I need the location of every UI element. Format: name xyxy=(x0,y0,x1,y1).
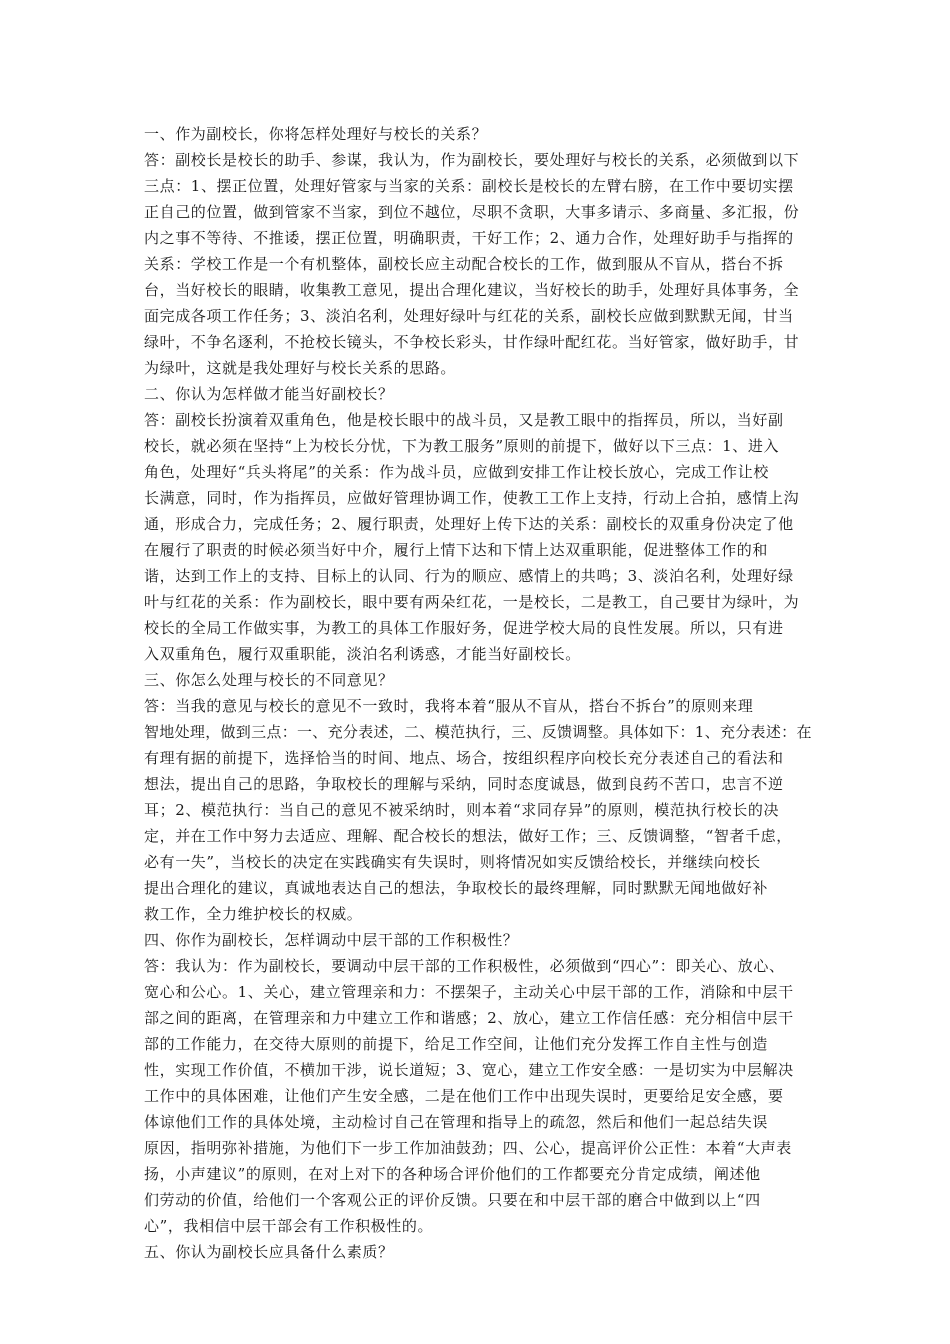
text-line: 救工作，全力维护校长的权威。 xyxy=(144,905,363,923)
text-line: 耳；2、模范执行：当自己的意见不被采纳时，则本着“求同存异”的原则，模范执行校长的决 xyxy=(144,801,780,819)
text-line: 体谅他们工作的具体处境，主动检讨自己在管理和指导上的疏忽，然后和他们一起总结失误 xyxy=(144,1113,769,1131)
text-line: 二、你认为怎样做才能当好副校长？ xyxy=(144,385,394,403)
text-line: 在履行了职责的时候必须当好中介，履行上情下达和下情上达双重职能，促进整体工作的和 xyxy=(144,541,769,559)
text-line: 智地处理，做到三点：一、充分表述，二、模范执行，三、反馈调整。具体如下：1、充分表述：在 xyxy=(144,723,812,741)
text-line: 必有一失”，当校长的决定在实践确实有失误时，则将情况如实反馈给校长，并继续向校长 xyxy=(144,853,761,871)
text-line: 谐，达到工作上的支持、目标上的认同、行为的顺应、感情上的共鸣；3、淡泊名利，处理好绿 xyxy=(144,567,794,585)
text-line: 绿叶，不争名逐利，不抢校长镜头，不争校长彩头，甘作绿叶配红花。当好管家，做好助手，甘 xyxy=(144,333,800,351)
text-line: 五、你认为副校长应具备什么素质？ xyxy=(144,1243,394,1261)
text-line: 角色，处理好“兵头将尾”的关系：作为战斗员，应做到安排工作让校长放心，完成工作让校 xyxy=(144,463,769,481)
text-line: 工作中的具体困难，让他们产生安全感，二是在他们工作中出现失误时，更要给足安全感，要 xyxy=(144,1087,784,1105)
text-line: 三、你怎么处理与校长的不同意见？ xyxy=(144,671,394,689)
text-line: 叶与红花的关系：作为副校长，眼中要有两朵红花，一是校长，二是教工，自己要甘为绿叶，为 xyxy=(144,593,800,611)
text-line: 们劳动的价值，给他们一个客观公正的评价反馈。只要在和中层干部的磨合中做到以上“四 xyxy=(144,1191,761,1209)
document-body xyxy=(144,121,812,1265)
text-line: 答：副校长是校长的助手、参谋，我认为，作为副校长，要处理好与校长的关系，必须做到以下 xyxy=(144,151,800,169)
text-line: 答：我认为：作为副校长，要调动中层干部的工作积极性，必须做到“四心”：即关心、放心、 xyxy=(144,957,785,975)
text-line: 三点：1、摆正位置，处理好管家与当家的关系：副校长是校长的左臂右膀，在工作中要切实摆 xyxy=(144,177,794,195)
text-line: 提出合理化的建议，真诚地表达自己的想法，争取校长的最终理解，同时默默无闻地做好补 xyxy=(144,879,769,897)
text-line: 有理有据的前提下，选择恰当的时间、地点、场合，按组织程序向校长充分表述自己的看法和 xyxy=(144,749,784,767)
text-line: 内之事不等待、不推诿，摆正位置，明确职责，干好工作；2、通力合作，处理好助手与指挥的 xyxy=(144,229,794,247)
text-line: 为绿叶，这就是我处理好与校长关系的思路。 xyxy=(144,359,457,377)
text-line: 长满意，同时，作为指挥员，应做好管理协调工作，使教工工作上支持，行动上合拍，感情上沟 xyxy=(144,489,800,507)
text-line: 校长的全局工作做实事，为教工的具体工作服好务，促进学校大局的良性发展。所以，只有进 xyxy=(144,619,784,637)
text-line: 面完成各项工作任务；3、淡泊名利，处理好绿叶与红花的关系，副校长应做到默默无闻，甘当 xyxy=(144,307,794,325)
text-line: 通，形成合力，完成任务；2、履行职责，处理好上传下达的关系：副校长的双重身份决定了他 xyxy=(144,515,794,533)
text-line: 正自己的位置，做到管家不当家，到位不越位，尽职不贪职，大事多请示、多商量、多汇报，份 xyxy=(144,203,800,221)
text-line: 台，当好校长的眼睛，收集教工意见，提出合理化建议，当好校长的助手，处理好具体事务，全 xyxy=(144,281,800,299)
text-line: 扬，小声建议”的原则，在对上对下的各种场合评价他们的工作都要充分肯定成绩，阐述他 xyxy=(144,1165,761,1183)
text-line: 一、作为副校长，你将怎样处理好与校长的关系？ xyxy=(144,125,488,143)
text-line: 答：当我的意见与校长的意见不一致时，我将本着“服从不盲从，搭台不拆台”的原则来理 xyxy=(144,697,754,715)
text-line: 答：副校长扮演着双重角色，他是校长眼中的战斗员，又是教工眼中的指挥员，所以，当好副 xyxy=(144,411,784,429)
text-line: 四、你作为副校长，怎样调动中层干部的工作积极性？ xyxy=(144,931,519,949)
text-line: 关系：学校工作是一个有机整体，副校长应主动配合校长的工作，做到服从不盲从，搭台不拆 xyxy=(144,255,784,273)
text-line: 想法，提出自己的思路，争取校长的理解与采纳，同时态度诚恳，做到良药不苦口，忠言不逆 xyxy=(144,775,784,793)
text-line: 部的工作能力，在交待大原则的前提下，给足工作空间，让他们充分发挥工作自主性与创造 xyxy=(144,1035,769,1053)
text-line: 校长，就必须在坚持“上为校长分忧，下为教工服务”原则的前提下，做好以下三点：1、进入 xyxy=(144,437,780,455)
text-line: 性，实现工作价值，不横加干涉，说长道短；3、宽心，建立工作安全感：一是切实为中层解决 xyxy=(144,1061,794,1079)
text-line: 心”，我相信中层干部会有工作积极性的。 xyxy=(144,1217,434,1235)
text-line: 部之间的距离，在管理亲和力中建立工作和谐感；2、放心，建立工作信任感：充分相信中层干 xyxy=(144,1009,794,1027)
text-line: 入双重角色，履行双重职能，淡泊名利诱惑，才能当好副校长。 xyxy=(144,645,581,663)
text-line: 原因，指明弥补措施，为他们下一步工作加油鼓劲；四、公心，提高评价公正性：本着“大声表 xyxy=(144,1139,792,1157)
text-line: 定，并在工作中努力去适应、理解、配合校长的想法，做好工作；三、反馈调整，“智者千虑， xyxy=(144,827,792,845)
text-line: 宽心和公心。1、关心，建立管理亲和力：不摆架子，主动关心中层干部的工作，消除和中层干 xyxy=(144,983,794,1001)
